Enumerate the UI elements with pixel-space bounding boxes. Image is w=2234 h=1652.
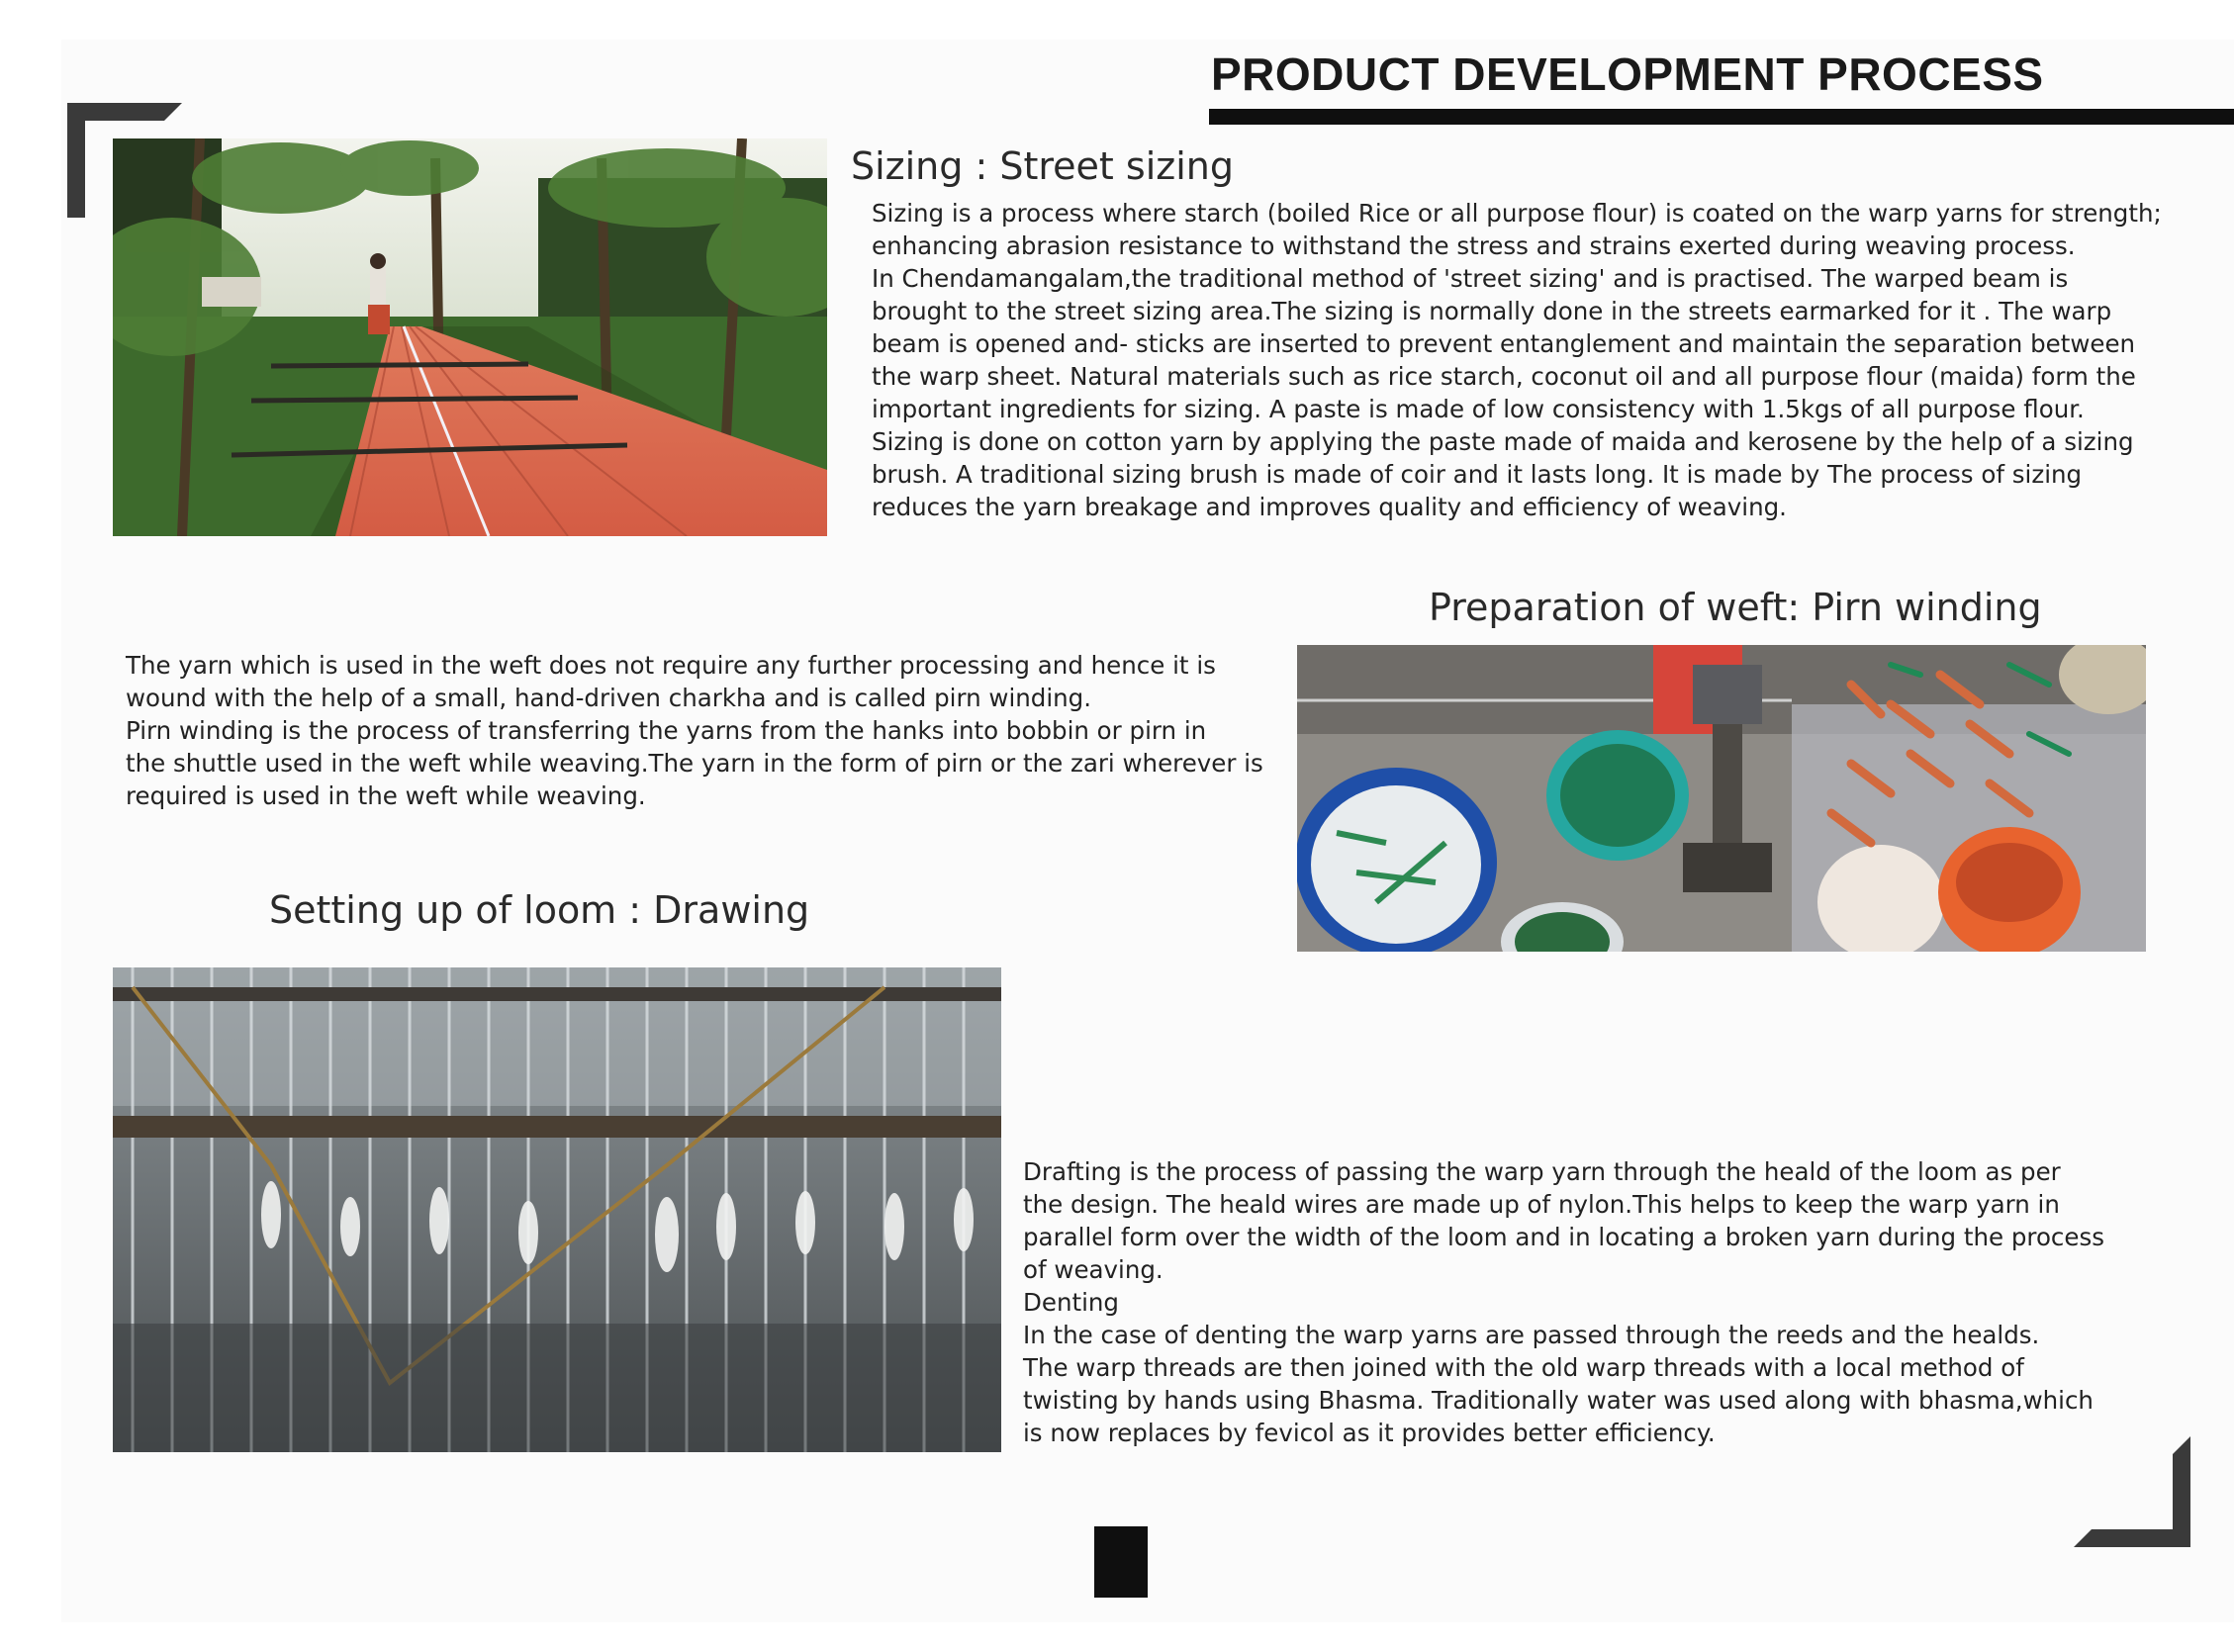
sizing-line: Sizing is done on cotton yarn by applying the paste made of maida and kerosene by the help of a sizing xyxy=(872,427,2134,456)
pirn-line: wound with the help of a small, hand-driven charkha and is called pirn winding. xyxy=(126,684,1092,712)
sizing-line: reduces the yarn breakage and improves quality and efficiency of weaving. xyxy=(872,493,1787,521)
drawing-line: Denting xyxy=(1023,1288,1119,1317)
page-title: PRODUCT DEVELOPMENT PROCESS xyxy=(1211,48,2044,100)
title-underline xyxy=(1209,109,2234,125)
pirn-winding-photo xyxy=(1297,645,2146,952)
pirn-line: The yarn which is used in the weft does not require any further processing and hence it is xyxy=(126,651,1216,680)
pirn-heading: Preparation of weft: Pirn winding xyxy=(1429,586,2042,629)
sizing-line: brought to the street sizing area.The sizing is normally done in the streets earmarked for it . The warp xyxy=(872,297,2112,325)
drawing-heading: Setting up of loom : Drawing xyxy=(269,888,810,932)
sizing-line: enhancing abrasion resistance to withstand the stress and strains exerted during weaving process. xyxy=(872,231,2076,260)
page-marker-block xyxy=(1094,1526,1148,1598)
drawing-line: parallel form over the width of the loom and in locating a broken yarn during the process xyxy=(1023,1223,2105,1251)
pirn-paragraph xyxy=(126,649,1263,812)
loom-drawing-photo xyxy=(113,967,1001,1452)
sizing-heading: Sizing : Street sizing xyxy=(851,144,1234,188)
sizing-paragraph xyxy=(872,197,2162,523)
drawing-line: The warp threads are then joined with the old warp threads with a local method of xyxy=(1023,1353,2024,1382)
drawing-line: twisting by hands using Bhasma. Traditionally water was used along with bhasma,which xyxy=(1023,1386,2094,1415)
drawing-paragraph xyxy=(1023,1155,2104,1449)
drawing-line: is now replaces by fevicol as it provides better efficiency. xyxy=(1023,1419,1716,1447)
corner-bracket-bottom-right xyxy=(2072,1432,2190,1551)
street-sizing-photo xyxy=(113,138,827,536)
drawing-line: of weaving. xyxy=(1023,1255,1164,1284)
pirn-line: Pirn winding is the process of transferring the yarns from the hanks into bobbin or pirn in xyxy=(126,716,1207,745)
pirn-line: the shuttle used in the weft while weaving.The yarn in the form of pirn or the zari wherever is xyxy=(126,749,1263,778)
sizing-line: In Chendamangalam,the traditional method of 'street sizing' and is practised. The warped beam is xyxy=(872,264,2069,293)
drawing-line: In the case of denting the warp yarns are passed through the reeds and the healds. xyxy=(1023,1321,2040,1349)
drawing-line: the design. The heald wires are made up of nylon.This helps to keep the warp yarn in xyxy=(1023,1190,2060,1219)
sizing-line: the warp sheet. Natural materials such as rice starch, coconut oil and all purpose flour (maida) form the xyxy=(872,362,2136,391)
pirn-line: required is used in the weft while weaving. xyxy=(126,781,646,810)
drawing-line: Drafting is the process of passing the warp yarn through the heald of the loom as per xyxy=(1023,1157,2061,1186)
sizing-line: Sizing is a process where starch (boiled Rice or all purpose flour) is coated on the warp yarns for strength; xyxy=(872,199,2162,228)
sizing-line: beam is opened and- sticks are inserted to prevent entanglement and maintain the separation between xyxy=(872,329,2136,358)
sizing-line: important ingredients for sizing. A paste is made of low consistency with 1.5kgs of all purpose flour. xyxy=(872,395,2085,423)
sizing-line: brush. A traditional sizing brush is made of coir and it lasts long. It is made by The process of sizing xyxy=(872,460,2083,489)
